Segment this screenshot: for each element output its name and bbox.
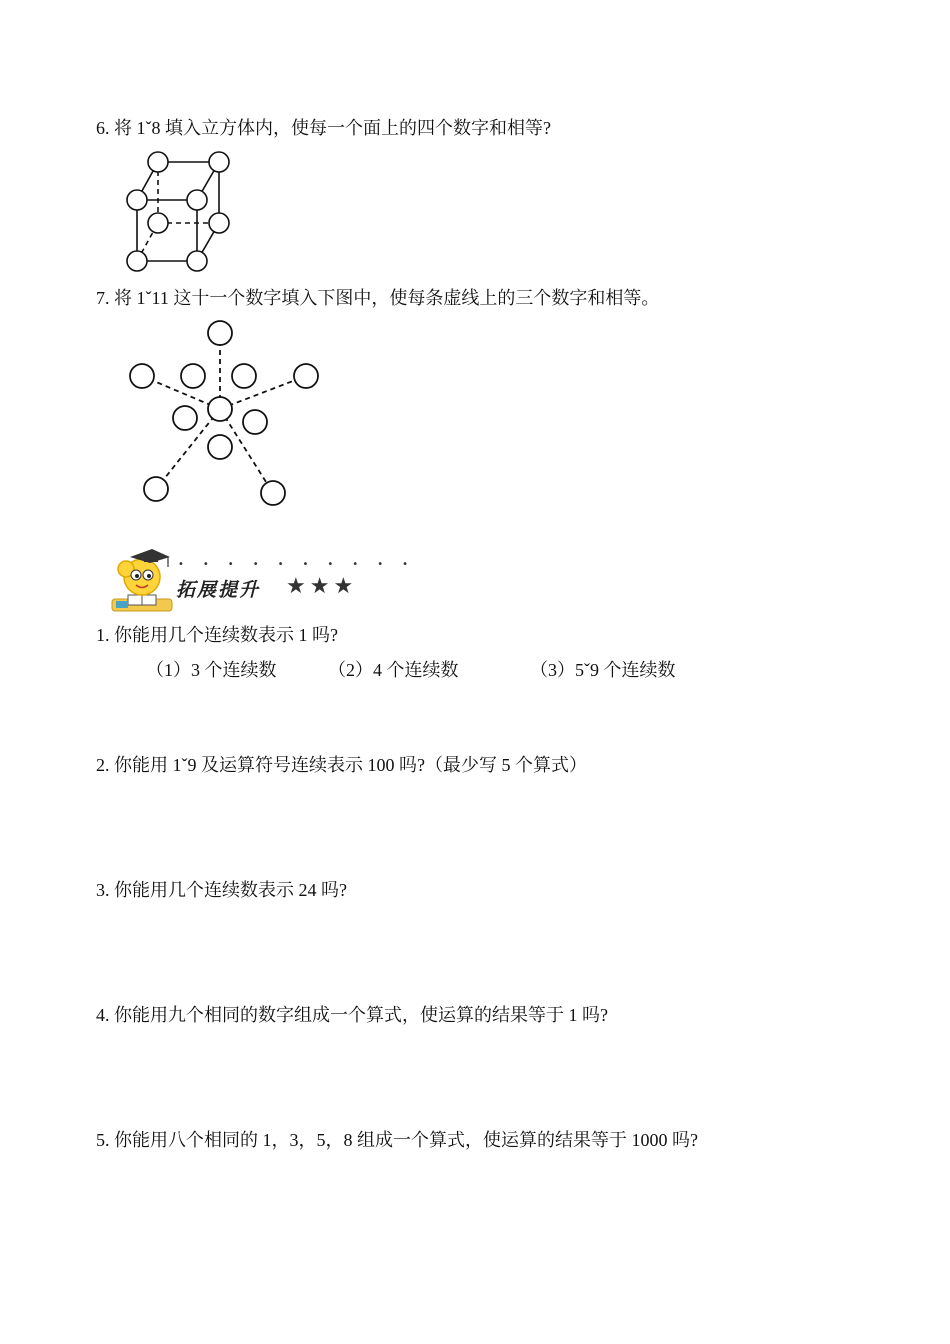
- ext-question-1-text: 1. 你能用几个连续数表示 1 吗?: [96, 625, 338, 645]
- mascot-icon: [108, 547, 178, 615]
- banner-dots: ••••••••••: [178, 559, 427, 570]
- banner-stars-icon: ★★★: [286, 574, 358, 599]
- star-node: [294, 364, 318, 388]
- extension-section-banner: [108, 547, 427, 617]
- ext-question-3-text: 3. 你能用几个连续数表示 24 吗?: [96, 880, 347, 900]
- ext-question-1-option: （1）3 个连续数: [146, 660, 277, 680]
- ext-question-1-option: （3）5ˇ9 个连续数: [530, 660, 676, 680]
- star-node: [232, 364, 256, 388]
- star-node: [208, 397, 232, 421]
- star-node: [208, 435, 232, 459]
- ext-question-1-option: （2）4 个连续数: [328, 660, 459, 680]
- ext-question-5-text: 5. 你能用八个相同的 1，3，5，8 组成一个算式，使运算的结果等于 1000 吗?: [96, 1130, 698, 1150]
- question-6-text: 6. 将 1ˇ8 填入立方体内，使每一个面上的四个数字和相等?: [96, 118, 551, 138]
- cube-node: [127, 251, 147, 271]
- star-node: [130, 364, 154, 388]
- ext-question-2-text: 2. 你能用 1ˇ9 及运算符号连续表示 100 吗?（最少写 5 个算式）: [96, 755, 587, 775]
- cube-node: [148, 152, 168, 172]
- banner-title: 拓展提升: [176, 579, 261, 601]
- cube-node: [209, 152, 229, 172]
- ext-question-4-text: 4. 你能用九个相同的数字组成一个算式，使运算的结果等于 1 吗?: [96, 1005, 608, 1025]
- cube-node: [127, 190, 147, 210]
- question-7-text: 7. 将 1ˇ11 这十一个数字填入下图中，使每条虚线上的三个数字和相等。: [96, 288, 660, 308]
- cube-node: [187, 190, 207, 210]
- star-node: [173, 406, 197, 430]
- cube-diagram: [120, 145, 240, 275]
- star-node: [208, 321, 232, 345]
- star-diagram: [120, 318, 330, 513]
- cube-node: [209, 213, 229, 233]
- star-node: [181, 364, 205, 388]
- cube-node: [148, 213, 168, 233]
- star-node: [144, 477, 168, 501]
- star-node: [243, 410, 267, 434]
- cube-node: [187, 251, 207, 271]
- star-node: [261, 481, 285, 505]
